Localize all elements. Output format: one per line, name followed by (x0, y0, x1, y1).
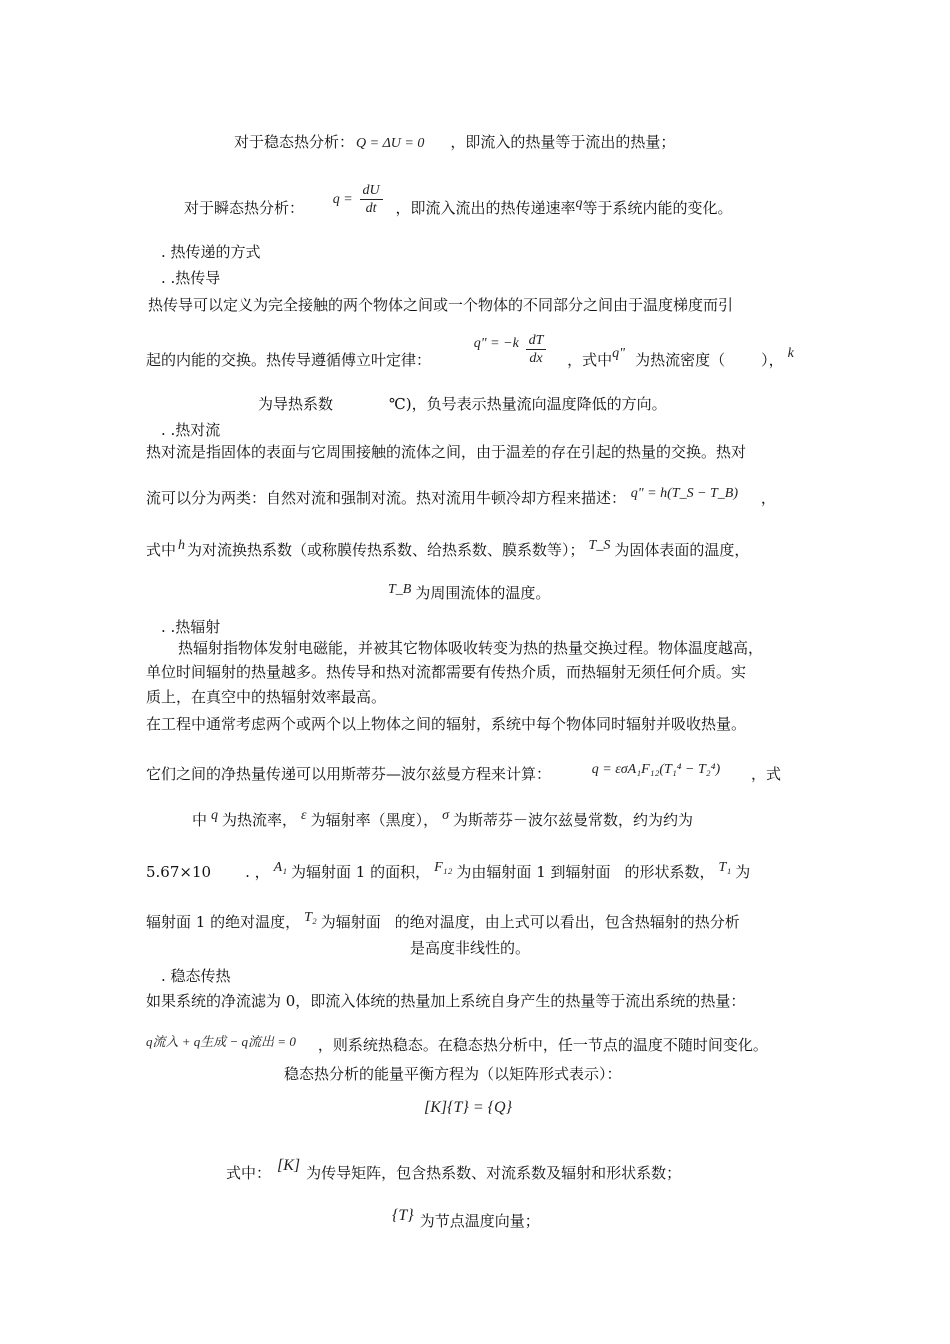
radiation-paragraph-4 (192, 806, 693, 830)
transient-analysis-line (184, 178, 732, 228)
conduction-line-2-text: 起的内能的交换。热传导遵循傅立叶定律： (146, 351, 432, 369)
transient-q-symbol: q (575, 196, 583, 211)
radiation-epsilon-symbol: ε (301, 808, 307, 823)
radiation-p5-f: 为 (735, 863, 751, 881)
transient-fraction-denominator: dt (365, 200, 377, 216)
conduction-line-3-text: 为导热系数 (258, 395, 334, 413)
steady-analysis-desc: ，即流入的热量等于流出的热量； (450, 133, 676, 151)
conduction-line-3 (258, 394, 667, 414)
steady-transfer-line-5-text: 为节点温度向量； (419, 1212, 540, 1230)
newton-cooling-equation: q" = h(T_S − T_B) (630, 486, 739, 501)
convection-line-3 (146, 536, 749, 560)
steady-transfer-heading: . 稳态传热 (161, 967, 231, 985)
conduction-heading: . .热传导 (161, 269, 221, 287)
steady-analysis-label: 对于稳态热分析： (234, 133, 355, 151)
steady-analysis-line (234, 132, 675, 154)
radiation-p5-e: 的形状系数， (624, 863, 715, 881)
transient-desc-b: 等于系统内能的变化。 (582, 199, 733, 217)
radiation-a1-symbol: A₁ (273, 860, 288, 875)
convection-line-1: 热对流是指固体的表面与它周围接触的流体之间，由于温差的存在引起的热量的交换。热对 (146, 443, 747, 461)
conduction-mid-3: ）， (761, 351, 784, 369)
transient-desc-a: ，即流入流出的热传递速率 (395, 199, 576, 217)
stefan-boltzmann-equation: q = εσA₁F₁₂(T₁⁴ − T₂⁴) (591, 762, 721, 777)
convection-line-3-c: 为固体表面的温度， (614, 541, 750, 559)
radiation-paragraph-line-3: 质上，在真空中的热辐射效率最高。 (146, 688, 387, 706)
steady-transfer-line-4 (226, 1156, 681, 1183)
convection-line-2-text: 流可以分为两类：自然对流和强制对流。热对流用牛顿冷却方程来描述： (146, 489, 627, 507)
conduction-line-3-end: ℃)，负号表示热量流向温度降低的方向。 (389, 395, 667, 413)
convection-line-4 (388, 580, 550, 603)
convection-line-4-text: 为周围流体的温度。 (415, 584, 551, 602)
steady-transfer-line-4-a: 式中： (226, 1164, 272, 1182)
fourier-fraction-denominator: dx (529, 350, 543, 366)
radiation-p4-c: 为辐射率（黑度）， (310, 811, 439, 829)
convection-line-3-a: 式中 (146, 541, 177, 559)
radiation-q-symbol: q (211, 808, 219, 823)
convection-line-2-comma: ， (760, 489, 776, 507)
energy-balance-equation: q流入 + q生成 − q流出 = 0 (146, 1034, 296, 1049)
radiation-p5-d: 为由辐射面 1 到辐射面 (456, 863, 611, 881)
steady-transfer-line-1: 如果系统的净流滤为 0，即流入体统的热量加上系统自身产生的热量等于流出系统的热量： (146, 992, 746, 1010)
steady-transfer-line-3: 稳态热分析的能量平衡方程为（以矩阵形式表示）： (284, 1065, 622, 1083)
convection-tb-symbol: T_B (388, 582, 412, 597)
radiation-p4-b: 为热流率， (222, 811, 298, 829)
radiation-paragraph-line-2: 单位时间辐射的热量越多。热传导和热对流都需要有传热介质，而热辐射无须任何介质。实 (146, 663, 747, 681)
steady-transfer-line-4-b: 为传导矩阵，包含热系数、对流系数及辐射和形状系数； (306, 1164, 682, 1182)
transient-eq-lhs: q = (332, 192, 353, 207)
radiation-p5-a: 5.67×10 (146, 863, 212, 881)
transient-fraction-numerator: dU (360, 182, 383, 200)
radiation-paragraph-5 (146, 858, 750, 882)
steady-transfer-line-2-text: ，则系统热稳态。在稳态热分析中，任一节点的温度不随时间变化。 (317, 1036, 768, 1054)
radiation-p4-d: 为斯蒂芬－波尔兹曼常数，约为约为 (452, 811, 693, 829)
convection-line-3-b: 为对流换热系数（或称膜传热系数、给热系数、膜系数等）； (187, 541, 585, 559)
temperature-vector-symbol: {T} (392, 1207, 414, 1224)
fourier-fraction (526, 332, 547, 367)
convection-h-symbol: h (178, 538, 186, 553)
radiation-paragraph-2: 在工程中通常考虑两个或两个以上物体之间的辐射，系统中每个物体同时辐射并吸收热量。 (146, 715, 747, 733)
radiation-t1-symbol: T₁ (718, 860, 732, 875)
conduction-matrix-symbol: [K] (277, 1157, 301, 1174)
radiation-p5-b: . ， (245, 863, 270, 881)
radiation-f12-symbol: F₁₂ (434, 860, 453, 875)
conduction-q-symbol: q" (612, 346, 626, 361)
radiation-paragraph-3-text: 它们之间的净热量传递可以用斯蒂芬—波尔兹曼方程来计算： (146, 765, 552, 783)
radiation-p6-b: 为辐射面 (320, 913, 381, 931)
radiation-p6-c: 的绝对温度，由上式可以看出，包含热辐射的热分析 (394, 913, 740, 931)
radiation-paragraph-line-1: 热辐射指物体发射电磁能，并被其它物体吸收转变为热的热量交换过程。物体温度越高， (178, 639, 764, 657)
section-heat-transfer-modes: . 热传递的方式 (161, 243, 261, 261)
steady-transfer-line-2 (146, 1032, 768, 1055)
radiation-sigma-symbol: σ (442, 808, 449, 823)
radiation-t2-symbol: T₂ (304, 910, 317, 925)
fourier-fraction-numerator: dT (526, 332, 547, 350)
radiation-heading: . .热辐射 (161, 618, 221, 636)
conduction-line-1: 热传导可以定义为完全接触的两个物体之间或一个物体的不同部分之间由于温度梯度而引 (148, 296, 734, 314)
radiation-paragraph-3-end: ，式 (750, 765, 781, 783)
conduction-k-symbol: k (787, 346, 794, 361)
conduction-mid: ，式中 (567, 351, 613, 369)
fourier-eq-lhs: q" = −k (473, 336, 519, 351)
convection-ts-symbol: T_S (588, 538, 611, 553)
conduction-mid-2: 为热流密度（ (635, 351, 726, 369)
matrix-equation: [K]{T} = {Q} (424, 1099, 512, 1116)
radiation-p5-c: 为辐射面 1 的面积， (291, 863, 431, 881)
radiation-paragraph-3 (146, 760, 781, 784)
transient-fraction (360, 182, 383, 217)
steady-transfer-line-5 (392, 1206, 540, 1231)
radiation-p6-a: 辐射面 1 的绝对温度， (146, 913, 301, 931)
radiation-paragraph-7: 是高度非线性的。 (410, 939, 531, 957)
convection-line-2 (146, 484, 776, 508)
radiation-paragraph-6 (146, 908, 740, 932)
convection-heading: . .热对流 (161, 421, 221, 439)
transient-analysis-label: 对于瞬态热分析： (184, 199, 305, 217)
radiation-p4-a: 中 (192, 811, 208, 829)
steady-analysis-equation: Q = ΔU = 0 (356, 136, 425, 151)
conduction-line-2 (146, 324, 794, 380)
